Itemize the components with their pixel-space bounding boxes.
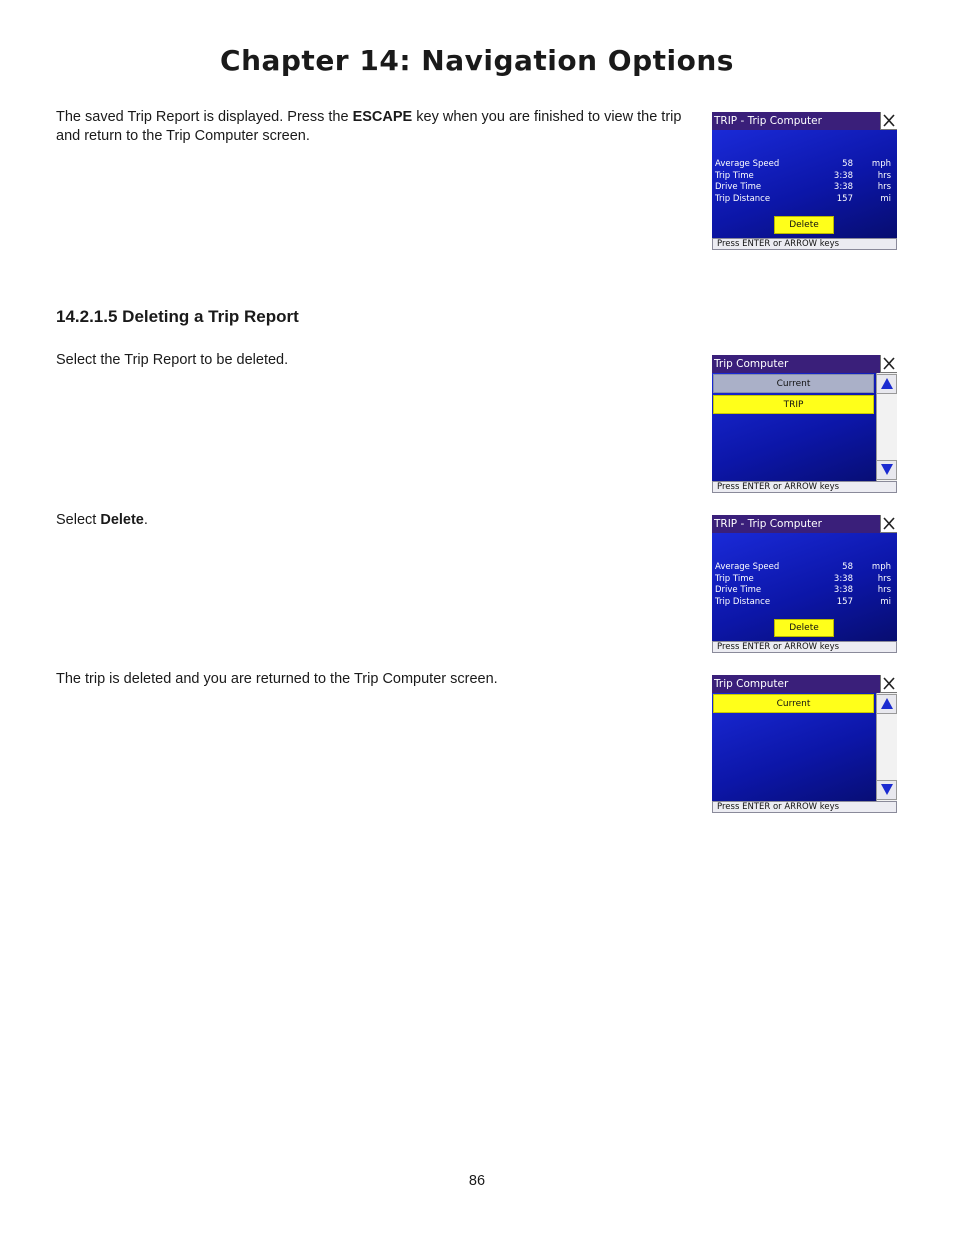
stat-value: 157 [836,194,853,204]
intro-paragraph [56,108,691,146]
stat-label: Average Speed [715,159,780,169]
stat-trip-distance [715,596,893,608]
stat-unit: hrs [877,171,891,181]
stat-average-speed [715,158,893,170]
step-trip-deleted: The trip is deleted and you are returned to the Trip Computer screen. [56,671,498,687]
stat-label: Trip Time [715,574,754,584]
trip-list-screen [712,355,897,493]
close-icon[interactable] [880,112,897,130]
stat-label: Trip Time [715,171,754,181]
screen-title: TRIP - Trip Computer [712,515,897,533]
stat-label: Drive Time [715,585,762,595]
scroll-up-arrow-icon[interactable] [876,374,897,394]
stat-value: 58 [842,562,853,572]
screen-title: Trip Computer [712,675,897,693]
status-bar: Press ENTER or ARROW keys [712,481,897,493]
scroll-up-arrow-icon[interactable] [876,694,897,714]
stat-label: Average Speed [715,562,780,572]
stat-trip-distance [715,193,893,205]
page-number: 86 [468,1173,486,1189]
stat-value: 3:38 [833,182,853,192]
screen-title: TRIP - Trip Computer [712,112,897,130]
stat-unit: hrs [877,574,891,584]
status-bar: Press ENTER or ARROW keys [712,641,897,653]
stat-drive-time [715,181,893,193]
stat-value: 3:38 [833,574,853,584]
list-item-trip[interactable]: TRIP [713,395,874,414]
stat-value: 58 [842,159,853,169]
status-bar: Press ENTER or ARROW keys [712,801,897,813]
stat-unit: mi [880,194,891,204]
trip-list-after-screen [712,675,897,813]
intro-text-1: The saved Trip Report is displayed. Press the [56,109,353,125]
stat-label: Trip Distance [715,597,771,607]
stat-unit: mph [871,159,891,169]
stat-label: Drive Time [715,182,762,192]
close-icon[interactable] [880,515,897,533]
stat-unit: mi [880,597,891,607]
close-icon[interactable] [880,355,897,373]
stat-average-speed [715,561,893,573]
section-heading: 14.2.1.5 Deleting a Trip Report [56,307,299,326]
close-icon[interactable] [880,675,897,693]
screen-body [712,533,897,641]
stat-unit: hrs [877,585,891,595]
stat-drive-time [715,584,893,596]
escape-key-label: ESCAPE [352,109,413,125]
list-item-current[interactable]: Current [713,694,874,713]
list-area [712,693,897,801]
trip-report-screen-2 [712,515,897,653]
scroll-down-arrow-icon[interactable] [876,780,897,800]
step-select-delete [56,511,656,530]
delete-key-label: Delete [100,512,144,528]
stat-value: 157 [836,597,853,607]
screen-title: Trip Computer [712,355,897,373]
stat-label: Trip Distance [715,194,771,204]
list-area [712,373,897,481]
chapter-title: Chapter 14: Navigation Options [220,44,734,77]
stat-value: 3:38 [833,171,853,181]
intro-text-2: key when you are finished to view the trip and return to the Trip Computer screen. [56,109,682,144]
screen-body [712,130,897,238]
step-select-report: Select the Trip Report to be deleted. [56,352,289,368]
delete-button[interactable]: Delete [774,216,834,234]
delete-button[interactable]: Delete [774,619,834,637]
status-bar: Press ENTER or ARROW keys [712,238,897,250]
step-text-1: Select [56,512,101,528]
list-item-current[interactable]: Current [713,374,874,393]
stat-unit: hrs [877,182,891,192]
stat-unit: mph [871,562,891,572]
stat-value: 3:38 [833,585,853,595]
step-text-2: . [143,512,148,528]
scroll-down-arrow-icon[interactable] [876,460,897,480]
trip-report-screen-1 [712,112,897,250]
